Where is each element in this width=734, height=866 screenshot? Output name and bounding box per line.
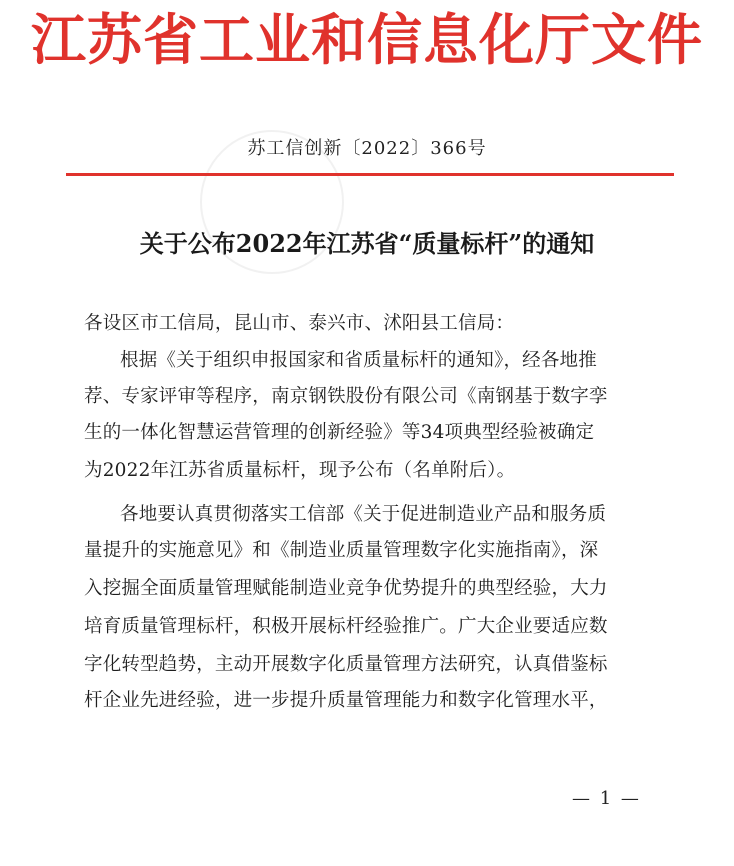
paragraph2-line: 量提升的实施意见》和《制造业质量管理数字化实施指南》，深 bbox=[84, 540, 599, 561]
paragraph2-line: 入挖掘全面质量管理赋能制造业竞争优势提升的典型经验，大力 bbox=[84, 578, 608, 599]
issuing-authority-header: 江苏省工业和信息化厅文件 bbox=[30, 7, 703, 72]
document-number: 苏工信创新〔2022〕366号 bbox=[247, 138, 487, 159]
paragraph2-line: 各地要认真贯彻落实工信部《关于促进制造业产品和服务质 bbox=[120, 504, 607, 525]
red-separator-line bbox=[66, 173, 674, 176]
paragraph2-line: 杆企业先进经验，进一步提升质量管理能力和数字化管理水平， bbox=[84, 690, 608, 711]
paragraph2-line: 字化转型趋势，主动开展数字化质量管理方法研究，认真借鉴标 bbox=[84, 654, 608, 675]
paragraph2-line: 培育质量管理标杆，积极开展标杆经验推广。广大企业要适应数 bbox=[84, 616, 608, 637]
salutation: 各设区市工信局，昆山市、泰兴市、沭阳县工信局： bbox=[84, 313, 515, 334]
paragraph1-line: 荐、专家评审等程序，南京钢铁股份有限公司《南钢基于数字孪 bbox=[84, 386, 608, 407]
document-title: 关于公布2022年江苏省“质量标杆”的通知 bbox=[139, 229, 595, 258]
page-number: — 1 — bbox=[572, 788, 641, 809]
paragraph1-line: 生的一体化智慧运营管理的创新经验》等34项典型经验被确定 bbox=[84, 422, 595, 443]
paragraph1-line: 根据《关于组织申报国家和省质量标杆的通知》，经各地推 bbox=[120, 350, 597, 371]
paragraph1-line: 为2022年江苏省质量标杆，现予公布（名单附后）。 bbox=[84, 460, 516, 481]
